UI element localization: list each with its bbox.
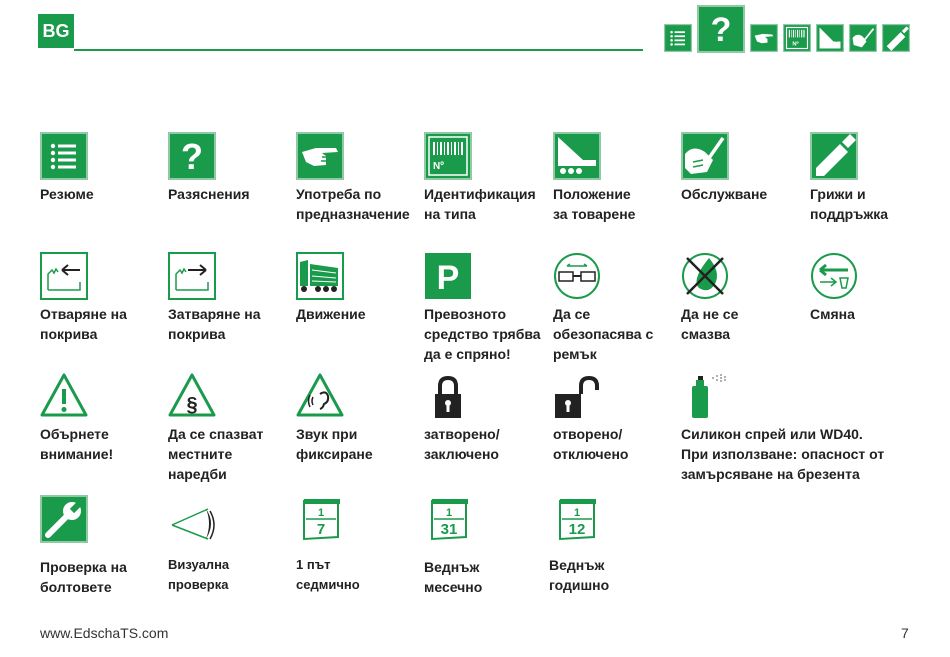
svg-text:§: § xyxy=(186,394,198,416)
padlock-closed-icon xyxy=(424,372,472,420)
item-label: отворено/ отключено xyxy=(553,426,629,462)
padlock-open-icon xyxy=(553,372,601,420)
nav-list-icon[interactable] xyxy=(664,24,692,52)
nav-care-icon[interactable] xyxy=(882,24,910,52)
item-label: Разяснения xyxy=(168,186,250,202)
item-label: Употреба по предназначение xyxy=(296,186,410,222)
strap-icon xyxy=(553,252,601,300)
svg-text:31: 31 xyxy=(440,521,458,538)
item-label: Затваряне на покрива xyxy=(168,306,261,342)
item-label: Визуална проверка xyxy=(168,557,230,592)
wrench-icon xyxy=(40,495,88,543)
item-label: Да не се смазва xyxy=(681,306,739,342)
footer-url[interactable]: www.EdschaTS.com xyxy=(40,625,169,641)
open-cover-icon xyxy=(40,252,88,300)
item-label: Положение за товарене xyxy=(553,186,636,222)
svg-text:1: 1 xyxy=(573,507,581,519)
item-label: Проверка на болтовете xyxy=(40,559,127,595)
item-label: 1 път седмично xyxy=(296,557,360,592)
nav-pointing-hand-icon[interactable] xyxy=(750,24,778,52)
svg-text:P: P xyxy=(436,259,460,297)
nav-service-icon[interactable] xyxy=(849,24,877,52)
calendar-week-icon xyxy=(296,495,344,543)
service-icon xyxy=(681,132,729,180)
nav-type-plate-icon[interactable] xyxy=(783,24,811,52)
item-label: Обърнете внимание! xyxy=(40,426,114,462)
item-label: Смяна xyxy=(810,306,855,322)
svg-text:?: ? xyxy=(710,11,732,49)
page-number: 7 xyxy=(901,625,909,641)
type-plate-icon xyxy=(424,132,472,180)
calendar-month-icon xyxy=(424,495,472,543)
svg-text:?: ? xyxy=(181,136,203,177)
item-label: Резюме xyxy=(40,186,94,202)
warning-icon xyxy=(40,372,88,420)
svg-text:Nº: Nº xyxy=(792,41,799,48)
item-label: Да се спазват местните наредби xyxy=(168,426,264,482)
list-icon xyxy=(40,132,88,180)
header-rule xyxy=(74,49,643,51)
loading-icon xyxy=(553,132,601,180)
svg-text:7: 7 xyxy=(316,521,326,538)
calendar-year-icon xyxy=(552,495,600,543)
eye-icon xyxy=(168,495,216,543)
item-label: затворено/ заключено xyxy=(424,426,500,462)
item-label: Силикон спрей или WD40. При използване: опасност от замърсяване на брезента xyxy=(681,426,885,482)
item-label: Звук при фиксиране xyxy=(296,426,373,462)
item-label: Веднъж годишно xyxy=(549,557,610,593)
svg-text:12: 12 xyxy=(568,521,586,538)
svg-text:Nº: Nº xyxy=(433,161,444,172)
item-label: Да се обезопасява с ремък xyxy=(553,306,654,362)
replace-icon xyxy=(810,252,858,300)
item-label: Веднъж месечно xyxy=(424,559,483,595)
item-label: Превозното средство трябва да е спряно! xyxy=(424,306,541,362)
paragraph-warning-icon xyxy=(168,372,216,420)
item-label: Отваряне на покрива xyxy=(40,306,127,342)
pointing-hand-icon xyxy=(296,132,344,180)
nav-question-icon[interactable] xyxy=(697,5,745,53)
item-label: Грижи и поддръжка xyxy=(810,186,889,222)
question-icon xyxy=(168,132,216,180)
care-icon xyxy=(810,132,858,180)
parking-icon xyxy=(424,252,472,300)
item-label: Идентификация на типа xyxy=(424,186,536,222)
svg-text:1: 1 xyxy=(317,507,325,519)
close-cover-icon xyxy=(168,252,216,300)
spray-can-icon xyxy=(681,372,741,420)
truck-movement-icon xyxy=(296,252,344,300)
nav-loading-icon[interactable] xyxy=(816,24,844,52)
sound-warning-icon xyxy=(296,372,344,420)
svg-text:1: 1 xyxy=(445,507,453,519)
no-lubricate-icon xyxy=(681,252,729,300)
item-label: Обслужване xyxy=(681,186,768,202)
item-label: Движение xyxy=(296,306,366,322)
language-badge: BG xyxy=(38,14,74,48)
